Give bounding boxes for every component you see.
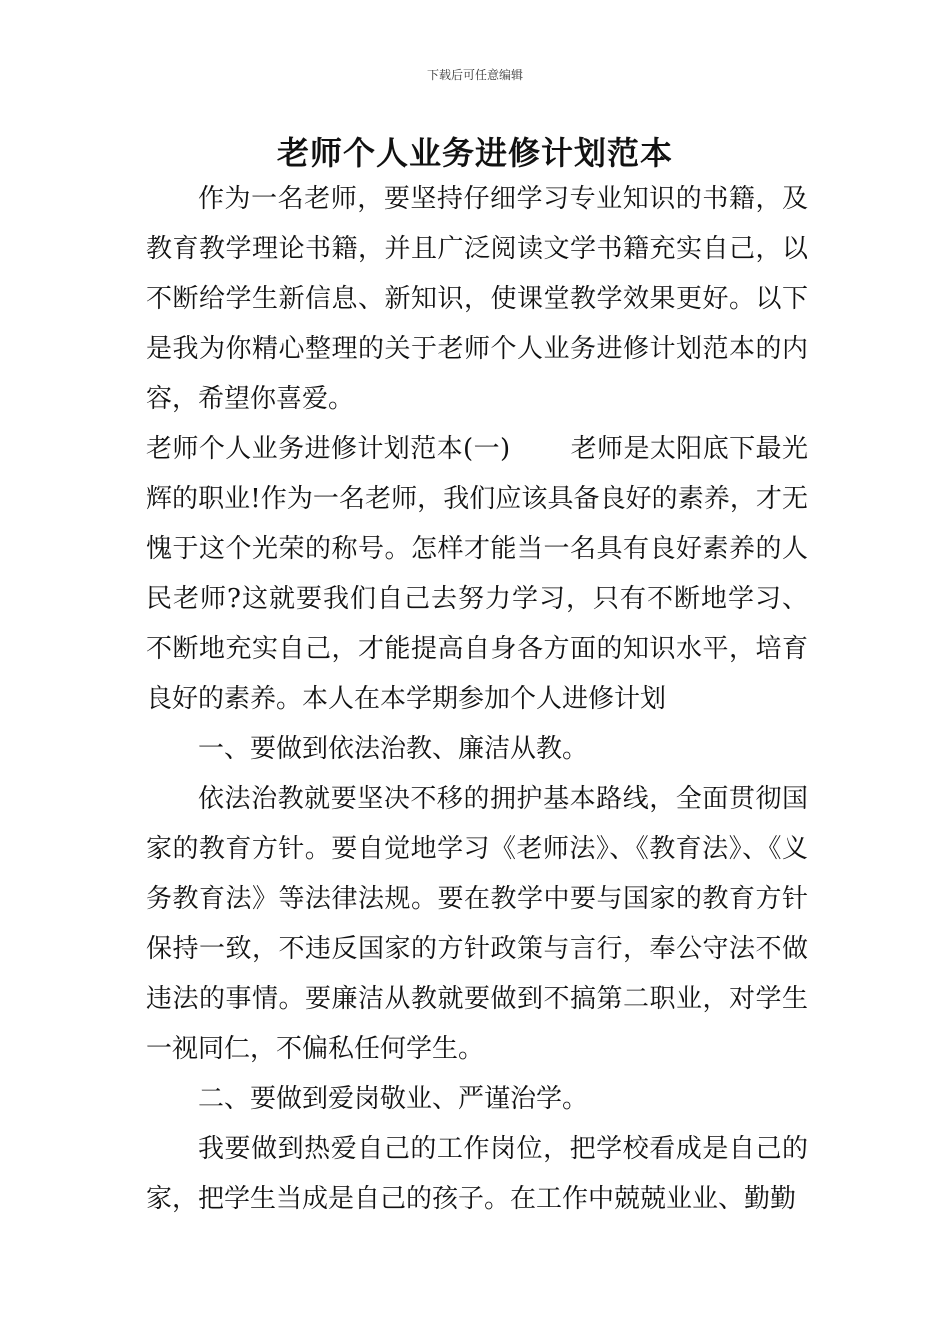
point-2-body: 我要做到热爱自己的工作岗位，把学校看成是自己的家，把学生当成是自己的孩子。在工作中兢兢业业、勤勤 [146,1134,808,1214]
point-1-heading: 一、要做到依法治教、廉洁从教。 [198,734,589,764]
document-body [146,174,808,1224]
section-1-paragraph [146,424,808,724]
section-1-heading: 老师个人业务进修计划范本(一) [146,434,511,464]
page-title: 老师个人业务进修计划范本 [276,134,673,172]
point-2-heading: 二、要做到爱岗敬业、严谨治学。 [198,1084,589,1114]
section-1-body: 老师是太阳底下最光辉的职业!作为一名老师，我们应该具备良好的素养，才无愧于这个光荣的称号。怎样才能当一名具有良好素养的人民老师?这就要我们自己去努力学习，只有不断地学习、不断地充实自己，才能提高自身各方面的知识水平，培育良好的素养。本人在本学期参加个人进修计划 [146,434,808,714]
point-1-body: 依法治教就要坚决不移的拥护基本路线，全面贯彻国家的教育方针。要自觉地学习《老师法》、《教育法》、《义务教育法》等法律法规。要在教学中要与国家的教育方针保持一致，不违反国家的方针政策与言行，奉公守法不做违法的事情。要廉洁从教就要做到不搞第二职业，对学生一视同仁，不偏私任何学生。 [146,784,808,1064]
intro-paragraph: 作为一名老师，要坚持仔细学习专业知识的书籍，及教育教学理论书籍，并且广泛阅读文学书籍充实自己，以不断给学生新信息、新知识，使课堂教学效果更好。以下是我为你精心整理的关于老师个人业务进修计划范本的内容，希望你喜爱。 [146,184,808,414]
header-note: 下载后可任意编辑 [426,68,523,82]
